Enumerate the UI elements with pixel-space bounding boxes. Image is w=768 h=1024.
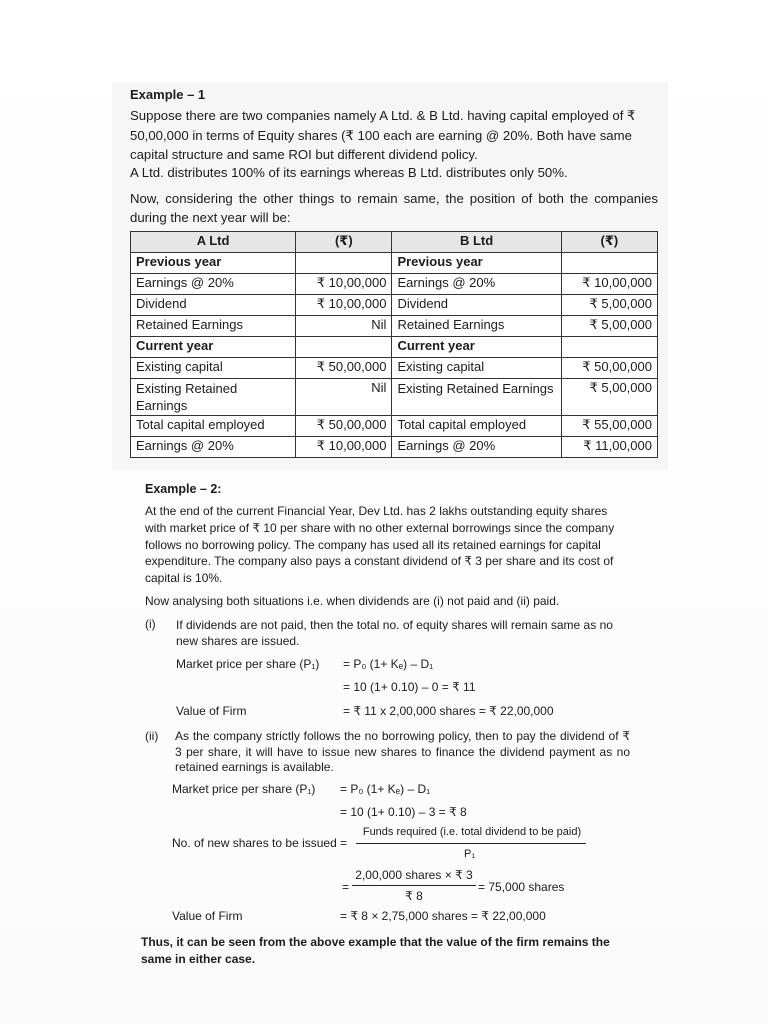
cell-a-label: Earnings @ 20% [131,274,296,295]
case2-mp-formula: = P₀ (1+ Kₑ) – D₁ [340,782,431,796]
example1-para2: A Ltd. distributes 100% of its earnings whereas B Ltd. distributes only 50%. [130,165,568,180]
cell-a-value: ₹ 10,00,000 [296,437,392,458]
cell-a-label: Existing Retained Earnings [131,379,296,416]
cell-b-value: ₹ 50,00,000 [561,358,657,379]
cell-b-label: Existing Retained Earnings [392,379,561,416]
cell-b-value: ₹ 10,00,000 [561,274,657,295]
case1-mp-label: Market price per share (P₁) [176,657,320,671]
cell-a-label: Retained Earnings [131,316,296,337]
header-b-ltd: B Ltd [392,232,561,253]
case2-vf-label: Value of Firm [172,909,243,923]
example2-para1: At the end of the current Financial Year, Dev Ltd. has 2 lakhs outstanding equity shares with market price of ₹ 10 per share with no other external borrowings since the company follows no borrowing policy. The company has used all its retained earnings for capital expenditure. The company also pays a constant dividend of ₹ 3 per share and its cost of capital is 10%. [145,504,615,586]
cell-b-value [561,253,657,274]
calc-result: = 75,000 shares [478,880,565,894]
table-row [131,437,658,458]
cell-a-value [296,253,392,274]
case2-label: (ii) [145,729,159,743]
cell-a-label: Earnings @ 20% [131,437,296,458]
example1-para3: Now, considering the other things to remain same, the position of both the companies during the next year will be: [130,191,658,225]
example1-heading: Example – 1 [130,87,206,102]
new-shares-denominator: P₁ [464,848,476,860]
cell-b-value: ₹ 55,00,000 [561,416,657,437]
case2-vf-calc: = ₹ 8 × 2,75,000 shares = ₹ 22,00,000 [340,909,546,923]
cell-a-value: ₹ 10,00,000 [296,274,392,295]
cell-a-label: Total capital employed [131,416,296,437]
calc-equals: = [342,880,350,894]
table-row [131,295,658,316]
case1-mp-formula: = P₀ (1+ Kₑ) – D₁ [343,657,434,671]
cell-a-label: Dividend [131,295,296,316]
case2-mp-label: Market price per share (P₁) [172,782,316,796]
header-a-ltd: A Ltd [131,232,296,253]
cell-b-label: Earnings @ 20% [392,437,561,458]
cell-a-label: Previous year [131,253,296,274]
cell-b-label: Current year [392,337,561,358]
header-b-amount: (₹) [561,232,657,253]
cell-a-label: Current year [131,337,296,358]
comparison-table [130,231,658,458]
fraction-bar [352,885,476,886]
example1-para1: Suppose there are two companies namely A Ltd. & B Ltd. having capital employed of ₹ 50,00,000 in terms of Equity shares (₹ 100 each are earning @ 20%. Both have same capital structure and same ROI but different dividend policy. [130,108,636,162]
table-row [131,416,658,437]
cell-b-label: Previous year [392,253,561,274]
cell-b-label: Existing capital [392,358,561,379]
table-row [131,274,658,295]
cell-b-label: Total capital employed [392,416,561,437]
table-row [131,316,658,337]
cell-a-value: ₹ 50,00,000 [296,416,392,437]
cell-b-value: ₹ 11,00,000 [561,437,657,458]
case2-mp-calc: = 10 (1+ 0.10) – 3 = ₹ 8 [340,805,467,819]
table-row [131,337,658,358]
cell-a-value: ₹ 10,00,000 [296,295,392,316]
header-a-amount: (₹) [296,232,392,253]
calc-numerator: 2,00,000 shares × ₹ 3 [355,868,473,882]
cell-b-value: ₹ 5,00,000 [561,316,657,337]
table-row [131,358,658,379]
case1-vf-label: Value of Firm [176,704,247,718]
cell-b-label: Dividend [392,295,561,316]
cell-a-value: ₹ 50,00,000 [296,358,392,379]
case1-text: If dividends are not paid, then the total no. of equity shares will remain same as no new shares are issued. [176,618,613,648]
new-shares-numerator: Funds required (i.e. total dividend to be paid) [362,826,582,838]
cell-a-value: Nil [296,316,392,337]
table-row [131,379,658,416]
case2-text: As the company strictly follows the no borrowing policy, then to pay the dividend of ₹ 3 per share, it will have to issue new shares to finance the dividend payment as no retained earnings is available. [175,729,630,774]
case1-label: (i) [145,617,156,631]
cell-b-label: Retained Earnings [392,316,561,337]
example2-para2: Now analysing both situations i.e. when dividends are (i) not paid and (ii) paid. [145,594,560,608]
cell-b-value: ₹ 5,00,000 [561,379,657,416]
calc-denominator: ₹ 8 [405,889,423,903]
cell-a-value: Nil [296,379,392,416]
conclusion-text: Thus, it can be seen from the above example that the value of the firm remains the same in either case. [141,935,610,966]
new-shares-label: No. of new shares to be issued = [172,836,348,850]
cell-b-label: Earnings @ 20% [392,274,561,295]
fraction-bar [356,843,586,844]
cell-a-value [296,337,392,358]
case1-vf-calc: = ₹ 11 x 2,00,000 shares = ₹ 22,00,000 [343,704,554,718]
example2-heading: Example – 2: [145,482,222,496]
cell-a-label: Existing capital [131,358,296,379]
case1-mp-calc: = 10 (1+ 0.10) – 0 = ₹ 11 [343,680,476,694]
table-header-row [131,232,658,253]
cell-b-value [561,337,657,358]
table-row [131,253,658,274]
cell-b-value: ₹ 5,00,000 [561,295,657,316]
